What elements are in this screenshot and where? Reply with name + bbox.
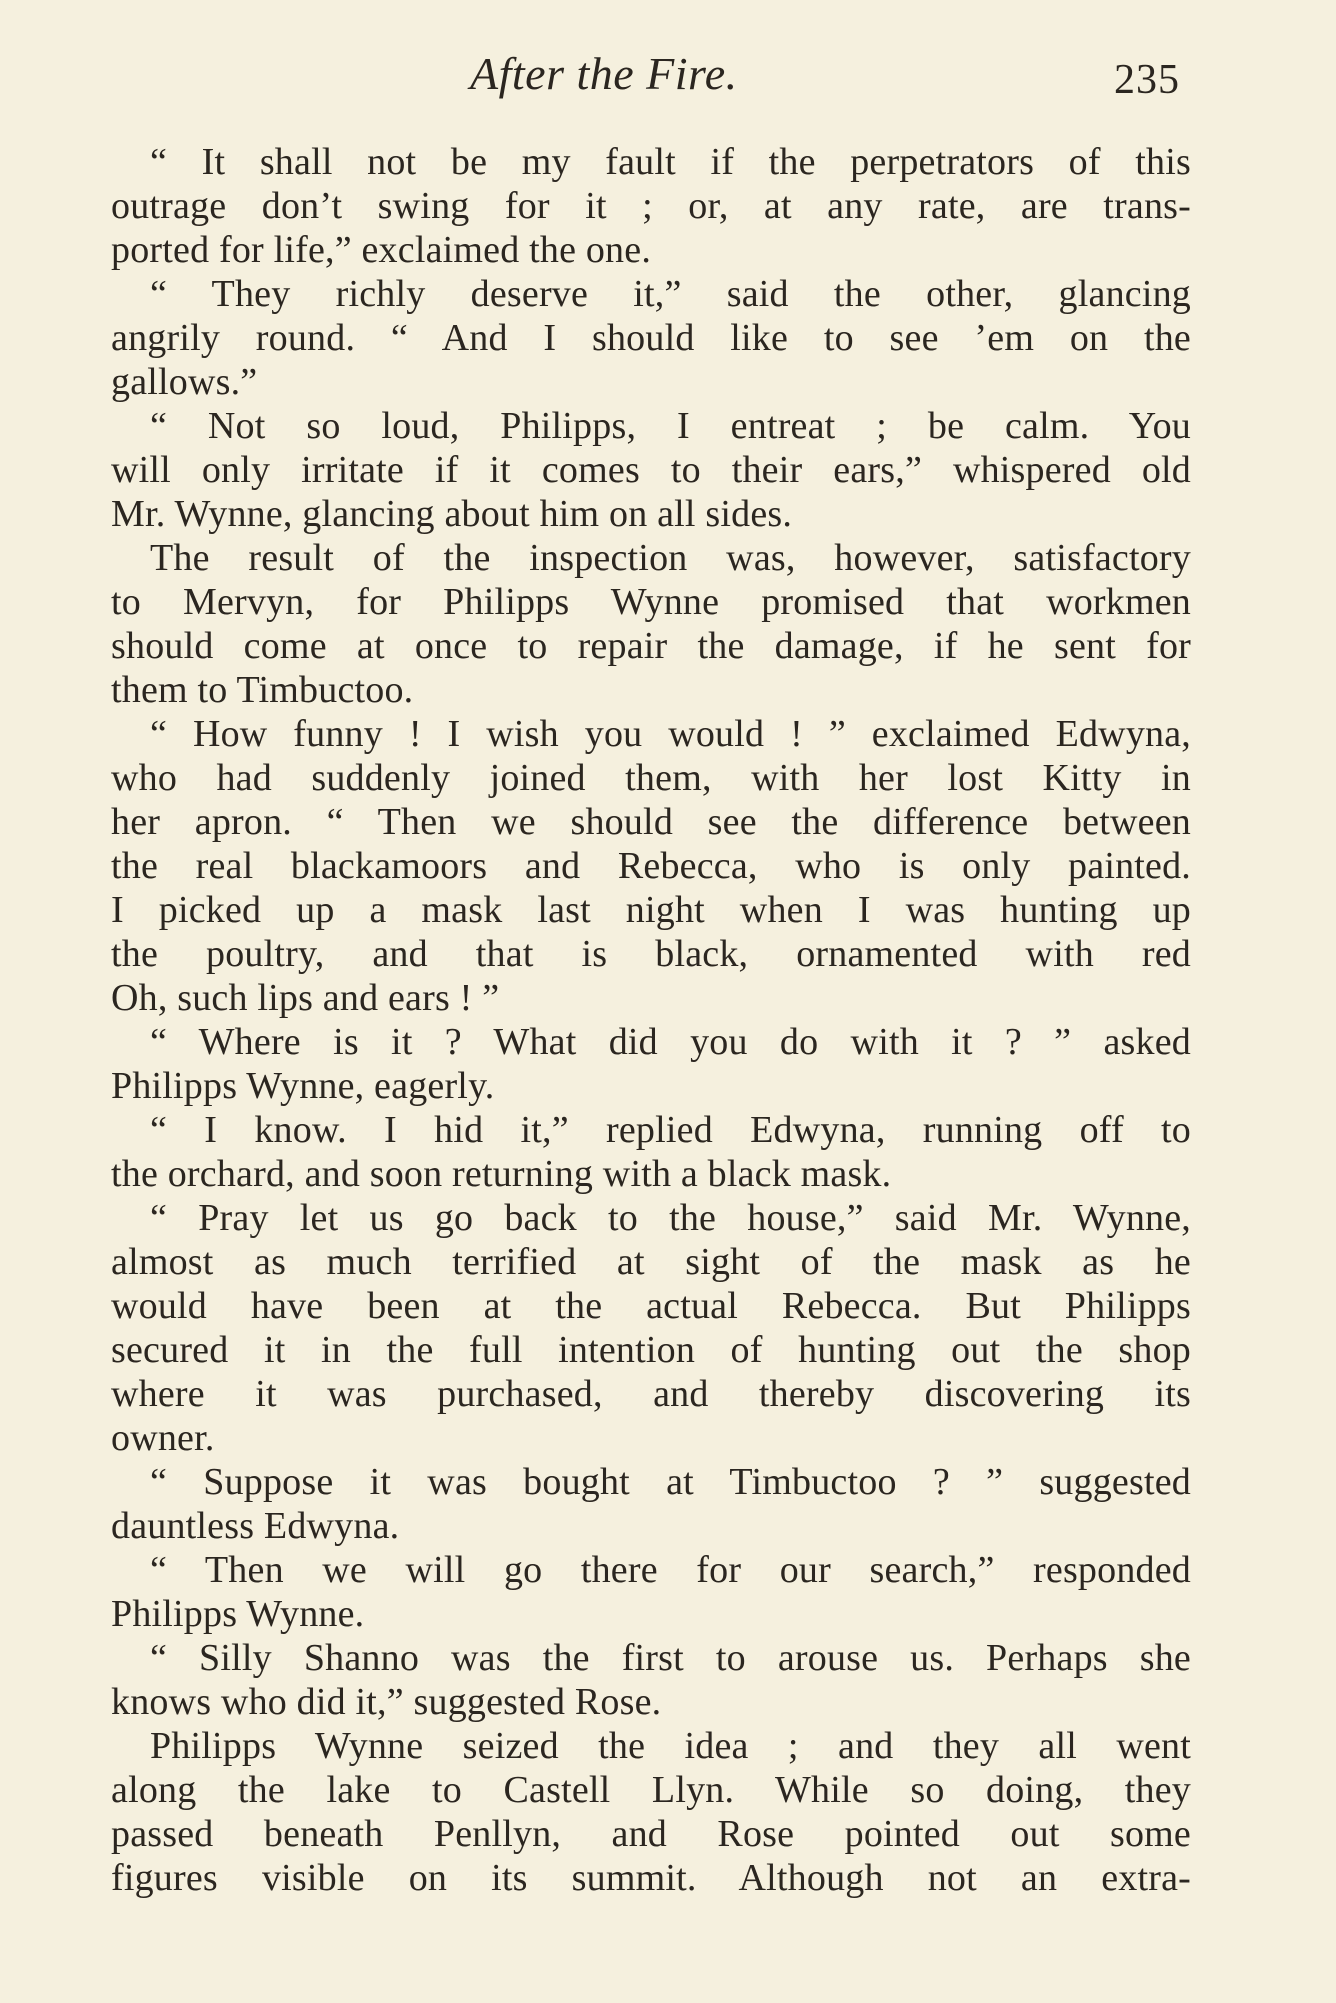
text-line: angrily round. “ And I should like to see ’em on the xyxy=(111,317,1191,359)
text-line: Mr. Wynne, glancing about him on all sides. xyxy=(111,493,793,535)
page-number: 235 xyxy=(1114,57,1180,103)
text-line: gallows.” xyxy=(111,361,258,403)
text-line: her apron. “ Then we should see the difference between xyxy=(111,801,1191,843)
text-line: passed beneath Penllyn, and Rose pointed out some xyxy=(111,1813,1191,1855)
text-line: will only irritate if it comes to their ears,” whispered old xyxy=(111,449,1191,491)
body-text xyxy=(111,140,1191,1900)
text-line: to Mervyn, for Philipps Wynne promised that workmen xyxy=(111,581,1191,623)
text-line: Philipps Wynne. xyxy=(111,1593,365,1635)
text-line: “ Pray let us go back to the house,” said Mr. Wynne, xyxy=(150,1197,1191,1239)
text-line: knows who did it,” suggested Rose. xyxy=(111,1681,662,1723)
text-line: the real blackamoors and Rebecca, who is only painted. xyxy=(111,845,1191,887)
text-line: “ Then we will go there for our search,” responded xyxy=(150,1549,1191,1591)
text-line: “ It shall not be my fault if the perpetrators of this xyxy=(150,141,1191,183)
text-line: the orchard, and soon returning with a black mask. xyxy=(111,1153,892,1195)
text-line: The result of the inspection was, however, satisfactory xyxy=(150,537,1191,579)
text-line: owner. xyxy=(111,1417,215,1459)
text-line: figures visible on its summit. Although not an extra- xyxy=(111,1857,1191,1899)
text-line: would have been at the actual Rebecca. But Philipps xyxy=(111,1285,1191,1327)
text-line: should come at once to repair the damage, if he sent for xyxy=(111,625,1191,667)
running-head xyxy=(110,44,1190,104)
text-line: I picked up a mask last night when I was hunting up xyxy=(111,889,1191,931)
text-line: along the lake to Castell Llyn. While so doing, they xyxy=(111,1769,1191,1811)
text-line: “ Where is it ? What did you do with it ? ” asked xyxy=(150,1021,1191,1063)
text-line: Oh, such lips and ears ! ” xyxy=(111,977,500,1019)
text-line: secured it in the full intention of hunting out the shop xyxy=(111,1329,1191,1371)
text-line: “ Suppose it was bought at Timbuctoo ? ” suggested xyxy=(150,1461,1191,1503)
text-line: the poultry, and that is black, ornamented with red xyxy=(111,933,1191,975)
text-line: them to Timbuctoo. xyxy=(111,669,414,711)
text-line: “ Silly Shanno was the first to arouse us. Perhaps she xyxy=(150,1637,1191,1679)
text-line: dauntless Edwyna. xyxy=(111,1505,400,1547)
text-line: “ I know. I hid it,” replied Edwyna, running off to xyxy=(150,1109,1191,1151)
text-line: where it was purchased, and thereby discovering its xyxy=(111,1373,1191,1415)
text-line: who had suddenly joined them, with her lost Kitty in xyxy=(111,757,1191,799)
text-line: Philipps Wynne seized the idea ; and they all went xyxy=(150,1725,1191,1767)
text-line: almost as much terrified at sight of the mask as he xyxy=(111,1241,1191,1283)
text-line: “ They richly deserve it,” said the other, glancing xyxy=(150,273,1191,315)
text-line: “ How funny ! I wish you would ! ” exclaimed Edwyna, xyxy=(150,713,1191,755)
text-line: “ Not so loud, Philipps, I entreat ; be calm. You xyxy=(150,405,1191,447)
text-line: Philipps Wynne, eagerly. xyxy=(111,1065,495,1107)
running-title: After the Fire. xyxy=(470,48,738,99)
text-line: outrage don’t swing for it ; or, at any rate, are trans- xyxy=(111,185,1191,227)
text-line: ported for life,” exclaimed the one. xyxy=(111,229,652,271)
